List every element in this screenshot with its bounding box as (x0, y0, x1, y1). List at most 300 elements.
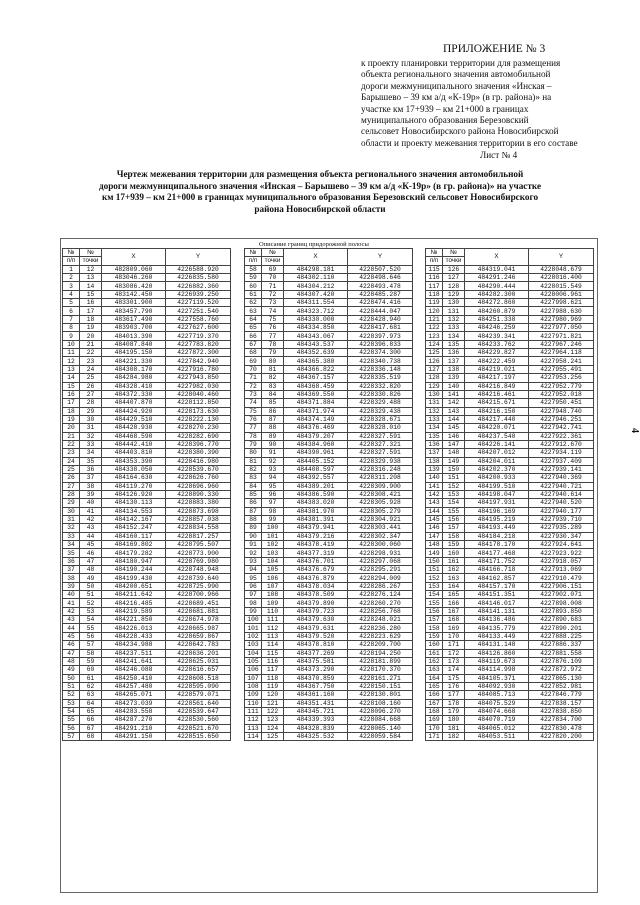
table-row (245, 641, 413, 649)
table-row (245, 424, 413, 432)
row-number: 35 (63, 549, 80, 557)
coord-x: 484217.197 (465, 374, 529, 382)
point-number: 140 (443, 382, 465, 390)
coord-x: 484376.469 (284, 424, 348, 432)
row-number: 82 (245, 465, 262, 473)
point-number: 88 (262, 424, 284, 432)
coord-x: 484246.259 (465, 324, 529, 332)
coord-y: 4227988.630 (529, 307, 594, 315)
table-row (426, 407, 594, 415)
coord-y: 4228681.881 (166, 607, 231, 615)
coord-y: 4228270.230 (166, 424, 231, 432)
coord-x: 484157.170 (465, 582, 529, 590)
point-number: 154 (443, 499, 465, 507)
header-no: № (426, 249, 443, 257)
table-row (426, 549, 594, 557)
row-number: 92 (245, 549, 262, 557)
header-no-sub: п/п (63, 257, 80, 265)
point-number: 61 (80, 674, 102, 682)
point-number: 100 (262, 524, 284, 532)
coord-x: 484085.713 (465, 691, 529, 699)
coord-y: 4228294.009 (348, 574, 413, 582)
row-number: 123 (426, 332, 443, 340)
row-number: 12 (63, 357, 80, 365)
coord-x: 484215.671 (465, 399, 529, 407)
table-row (245, 524, 413, 532)
table-row (245, 724, 413, 732)
coord-y: 4228276.124 (348, 591, 413, 599)
table-row (245, 399, 413, 407)
coord-x: 483617.490 (102, 315, 166, 323)
point-number: 81 (262, 365, 284, 373)
coord-x: 484199.510 (465, 482, 529, 490)
point-number: 71 (262, 282, 284, 290)
table-row (426, 390, 594, 398)
coord-x: 484407.870 (102, 399, 166, 407)
row-number: 75 (245, 407, 262, 415)
row-number: 84 (245, 482, 262, 490)
table-row (245, 557, 413, 565)
table-row (63, 699, 231, 707)
coord-y: 4228130.801 (348, 691, 413, 699)
coord-y: 4228616.657 (166, 666, 231, 674)
table-row (245, 591, 413, 599)
table-row (245, 499, 413, 507)
point-number: 171 (443, 641, 465, 649)
coord-x: 484282.300 (465, 290, 529, 298)
coord-y: 4227913.069 (529, 566, 594, 574)
coord-x: 484065.012 (465, 724, 529, 732)
coord-y: 4227934.119 (529, 449, 594, 457)
table-row (63, 390, 231, 398)
row-number: 130 (426, 390, 443, 398)
point-number: 32 (80, 432, 102, 440)
coord-y: 4227946.251 (529, 415, 594, 423)
point-number: 111 (262, 616, 284, 624)
table-row (426, 691, 594, 699)
coord-x: 483301.900 (102, 299, 166, 307)
coord-y: 4228328.010 (348, 424, 413, 432)
coord-x: 484468.590 (102, 432, 166, 440)
coord-y: 4227922.361 (529, 432, 594, 440)
point-number: 66 (80, 716, 102, 724)
table-row (426, 657, 594, 665)
coord-y: 4228636.201 (166, 649, 231, 657)
coord-y: 4227935.289 (529, 524, 594, 532)
point-number: 76 (262, 324, 284, 332)
header-point: № (262, 249, 284, 257)
coord-y: 4228297.068 (348, 557, 413, 565)
coord-x: 484087.840 (102, 340, 166, 348)
coord-x: 484328.839 (284, 724, 348, 732)
table-row (245, 607, 413, 615)
coord-x: 484250.410 (102, 674, 166, 682)
point-number: 170 (443, 632, 465, 640)
coord-y: 4228725.990 (166, 582, 231, 590)
sheet-number: Лист № 4 (480, 150, 518, 160)
coord-y: 4228890.330 (166, 490, 231, 498)
coord-x: 484405.152 (284, 457, 348, 465)
coord-x: 484200.933 (465, 474, 529, 482)
coord-x: 484352.639 (284, 349, 348, 357)
coord-y: 4228595.090 (166, 682, 231, 690)
coord-x: 484195.150 (102, 349, 166, 357)
coord-y: 4228696.960 (166, 482, 231, 490)
coord-x: 484351.431 (284, 699, 348, 707)
row-number: 45 (63, 632, 80, 640)
row-number: 52 (63, 691, 80, 699)
table-row (426, 557, 594, 565)
coord-x: 484177.468 (465, 549, 529, 557)
row-number: 25 (63, 465, 80, 473)
row-number: 132 (426, 407, 443, 415)
row-number: 67 (245, 340, 262, 348)
coord-y: 4228286.267 (348, 582, 413, 590)
row-number: 166 (426, 691, 443, 699)
coord-x: 484136.486 (465, 616, 529, 624)
table-row (63, 691, 231, 699)
coord-y: 4227820.200 (529, 732, 594, 740)
row-number: 83 (245, 474, 262, 482)
coord-x: 484290.444 (465, 282, 529, 290)
point-number: 16 (80, 299, 102, 307)
table-row (245, 532, 413, 540)
row-number: 135 (426, 432, 443, 440)
coord-y: 4228330.826 (348, 390, 413, 398)
table-row (426, 732, 594, 740)
table-row (245, 599, 413, 607)
coord-y: 4227953.256 (529, 374, 594, 382)
coord-y: 4227940.369 (529, 474, 594, 482)
row-number: 170 (426, 724, 443, 732)
row-number: 53 (63, 699, 80, 707)
coord-x: 484204.011 (465, 457, 529, 465)
row-number: 97 (245, 591, 262, 599)
point-number: 151 (443, 474, 465, 482)
coord-x: 484130.113 (102, 499, 166, 507)
coord-y: 4227852.981 (529, 682, 594, 690)
point-number: 92 (262, 457, 284, 465)
table-row (63, 299, 231, 307)
coord-y: 4227952.779 (529, 382, 594, 390)
point-number: 137 (443, 357, 465, 365)
row-number: 27 (63, 482, 80, 490)
table-row (63, 599, 231, 607)
point-number: 181 (443, 724, 465, 732)
coord-y: 4228817.257 (166, 532, 231, 540)
point-number: 15 (80, 290, 102, 298)
table-row (426, 424, 594, 432)
point-number: 34 (80, 449, 102, 457)
point-number: 68 (80, 732, 102, 740)
point-number: 182 (443, 732, 465, 740)
point-number: 138 (443, 365, 465, 373)
row-number: 11 (63, 349, 80, 357)
title-line: км 17+939 – км 21+000 в границах муниципального образования Березовский сельсовет Новосибирского (101, 192, 539, 203)
coord-y: 4227865.130 (529, 674, 594, 682)
row-number: 33 (63, 532, 80, 540)
coord-x: 484371.974 (284, 407, 348, 415)
coord-x: 484328.410 (102, 382, 166, 390)
table-row (245, 274, 413, 282)
coord-y: 4227830.478 (529, 724, 594, 732)
row-number: 49 (63, 666, 80, 674)
row-number: 20 (63, 424, 80, 432)
coord-x: 484169.802 (102, 541, 166, 549)
coord-x: 484323.712 (284, 307, 348, 315)
point-number: 14 (80, 282, 102, 290)
table-row (63, 624, 231, 632)
table-row (245, 566, 413, 574)
coord-y: 4228397.973 (348, 332, 413, 340)
coord-x: 484369.550 (284, 390, 348, 398)
table-row (245, 299, 413, 307)
coord-x: 484193.449 (465, 524, 529, 532)
coord-x: 484392.557 (284, 474, 348, 482)
table-row (245, 657, 413, 665)
coord-x: 484384.960 (284, 440, 348, 448)
row-number: 149 (426, 549, 443, 557)
coord-y: 4227898.008 (529, 599, 594, 607)
table-row (426, 616, 594, 624)
coord-x: 484221.850 (102, 616, 166, 624)
coord-x: 484298.181 (284, 265, 348, 273)
coord-x: 484367.157 (284, 374, 348, 382)
coord-x: 484373.290 (284, 666, 348, 674)
table-row (63, 591, 231, 599)
coord-x: 484229.827 (465, 349, 529, 357)
coord-x: 484219.589 (102, 607, 166, 615)
row-number: 76 (245, 415, 262, 423)
coord-y: 4228059.584 (348, 732, 413, 740)
row-number: 23 (63, 449, 80, 457)
coord-y: 4228295.291 (348, 566, 413, 574)
coord-y: 4227783.820 (166, 340, 231, 348)
header-no-sub: п/п (245, 257, 262, 265)
point-number: 153 (443, 490, 465, 498)
drawing-title (40, 169, 600, 215)
point-number: 156 (443, 516, 465, 524)
row-number: 65 (245, 324, 262, 332)
point-number: 105 (262, 566, 284, 574)
point-number: 54 (80, 616, 102, 624)
row-number: 139 (426, 465, 443, 473)
table-row (245, 474, 413, 482)
point-number: 128 (443, 282, 465, 290)
coord-y: 4228006.961 (529, 290, 594, 298)
coord-y: 4227838.157 (529, 699, 594, 707)
coord-y: 4228689.451 (166, 599, 231, 607)
point-number: 86 (262, 407, 284, 415)
row-number: 101 (245, 624, 262, 632)
coord-y: 4227881.558 (529, 649, 594, 657)
header-point: № (443, 249, 465, 257)
coord-y: 4227918.057 (529, 557, 594, 565)
coord-y: 4228112.850 (166, 399, 231, 407)
point-number: 96 (262, 490, 284, 498)
coord-x: 484216.485 (102, 599, 166, 607)
coord-y: 4227912.670 (529, 440, 594, 448)
point-number: 74 (262, 307, 284, 315)
coord-x: 484379.631 (284, 624, 348, 632)
table-row (245, 549, 413, 557)
coord-x: 484164.630 (102, 474, 166, 482)
coord-x: 484381.391 (284, 516, 348, 524)
table-row (245, 632, 413, 640)
coord-y: 4228209.700 (348, 641, 413, 649)
row-number: 41 (63, 599, 80, 607)
coord-y: 4228282.690 (166, 432, 231, 440)
page-number: 4 (629, 428, 640, 433)
row-number: 151 (426, 566, 443, 574)
point-number: 35 (80, 457, 102, 465)
row-number: 1 (63, 265, 80, 273)
coord-x: 484133.449 (465, 632, 529, 640)
row-number: 61 (245, 290, 262, 298)
coord-x: 484366.822 (284, 365, 348, 373)
row-number: 87 (245, 507, 262, 515)
coord-x: 484142.167 (102, 516, 166, 524)
point-number: 159 (443, 541, 465, 549)
header-x: X (284, 249, 348, 266)
point-number: 19 (80, 324, 102, 332)
header-x: X (102, 249, 166, 266)
row-number: 129 (426, 382, 443, 390)
table-row (63, 365, 231, 373)
coord-x: 483457.790 (102, 307, 166, 315)
desc-line: области и проекту межевания территории в его составе (361, 137, 578, 148)
table-row (245, 332, 413, 340)
table-row (426, 449, 594, 457)
row-number: 10 (63, 340, 80, 348)
row-number: 109 (245, 691, 262, 699)
row-number: 156 (426, 607, 443, 615)
coord-y: 4227967.246 (529, 340, 594, 348)
row-number: 81 (245, 457, 262, 465)
coord-y: 4228380.390 (166, 449, 231, 457)
table-row (63, 541, 231, 549)
coord-y: 4226835.580 (166, 274, 231, 282)
point-number: 69 (262, 265, 284, 273)
coord-y: 4228084.668 (348, 716, 413, 724)
coord-x: 484291.210 (102, 724, 166, 732)
point-number: 178 (443, 699, 465, 707)
point-number: 12 (80, 265, 102, 273)
row-number: 47 (63, 649, 80, 657)
table-row (245, 516, 413, 524)
table-row (426, 524, 594, 532)
table-row (426, 624, 594, 632)
coord-x: 484379.630 (284, 616, 348, 624)
row-number: 78 (245, 432, 262, 440)
point-number: 44 (80, 532, 102, 540)
coord-x: 484379.723 (284, 607, 348, 615)
point-number: 22 (80, 349, 102, 357)
coord-y: 4228374.300 (348, 349, 413, 357)
coord-y: 4226588.920 (166, 265, 231, 273)
row-number: 74 (245, 399, 262, 407)
desc-line: участке км 17+939 – км 21+000 в границах (361, 103, 529, 114)
row-number: 106 (245, 666, 262, 674)
row-number: 140 (426, 474, 443, 482)
table-row (63, 516, 231, 524)
table-row (245, 691, 413, 699)
coord-y: 4227939.710 (529, 516, 594, 524)
desc-line: дороги межмуниципального значения «Инская – (361, 80, 552, 91)
table-row (245, 382, 413, 390)
row-number: 168 (426, 707, 443, 715)
coord-x: 484334.850 (284, 324, 348, 332)
coord-y: 4227890.201 (529, 624, 594, 632)
coord-x: 484126.860 (465, 649, 529, 657)
coord-x: 484239.341 (465, 332, 529, 340)
row-number: 60 (245, 282, 262, 290)
coord-y: 4227942.741 (529, 424, 594, 432)
coord-x: 484152.247 (102, 524, 166, 532)
point-number: 162 (443, 566, 465, 574)
coord-y: 4227886.337 (529, 641, 594, 649)
row-number: 171 (426, 732, 443, 740)
table-row (426, 666, 594, 674)
table-row (245, 682, 413, 690)
point-number: 26 (80, 382, 102, 390)
coord-x: 484013.390 (102, 332, 166, 340)
row-number: 79 (245, 440, 262, 448)
table-row (63, 582, 231, 590)
table-row (426, 274, 594, 282)
row-number: 26 (63, 474, 80, 482)
point-number: 28 (80, 399, 102, 407)
coord-y: 4228498.646 (348, 274, 413, 282)
table-row (63, 432, 231, 440)
row-number: 117 (426, 282, 443, 290)
header-point-sub: точки (80, 257, 102, 265)
row-number: 80 (245, 449, 262, 457)
row-number: 146 (426, 524, 443, 532)
point-number: 51 (80, 591, 102, 599)
table-row (63, 449, 231, 457)
row-number: 57 (63, 732, 80, 740)
point-number: 175 (443, 674, 465, 682)
point-number: 82 (262, 374, 284, 382)
coord-y: 4227980.969 (529, 315, 594, 323)
point-number: 20 (80, 332, 102, 340)
coord-x: 484233.762 (465, 340, 529, 348)
row-number: 100 (245, 616, 262, 624)
coord-y: 4228305.279 (348, 507, 413, 515)
coord-x: 484234.988 (102, 641, 166, 649)
point-number: 13 (80, 274, 102, 282)
coord-x: 484199.430 (102, 574, 166, 582)
row-number: 111 (245, 707, 262, 715)
table-row (426, 516, 594, 524)
point-number: 150 (443, 465, 465, 473)
table-row (63, 374, 231, 382)
table-row (63, 549, 231, 557)
table-row (245, 449, 413, 457)
coord-x: 484162.857 (465, 574, 529, 582)
coord-y: 4228040.460 (166, 390, 231, 398)
table-row (63, 340, 231, 348)
point-number: 148 (443, 449, 465, 457)
point-number: 180 (443, 716, 465, 724)
table-row (426, 482, 594, 490)
point-number: 158 (443, 532, 465, 540)
coord-y: 4227952.018 (529, 390, 594, 398)
coord-y: 4228260.270 (348, 599, 413, 607)
point-number: 108 (262, 591, 284, 599)
coord-y: 4228608.518 (166, 674, 231, 682)
